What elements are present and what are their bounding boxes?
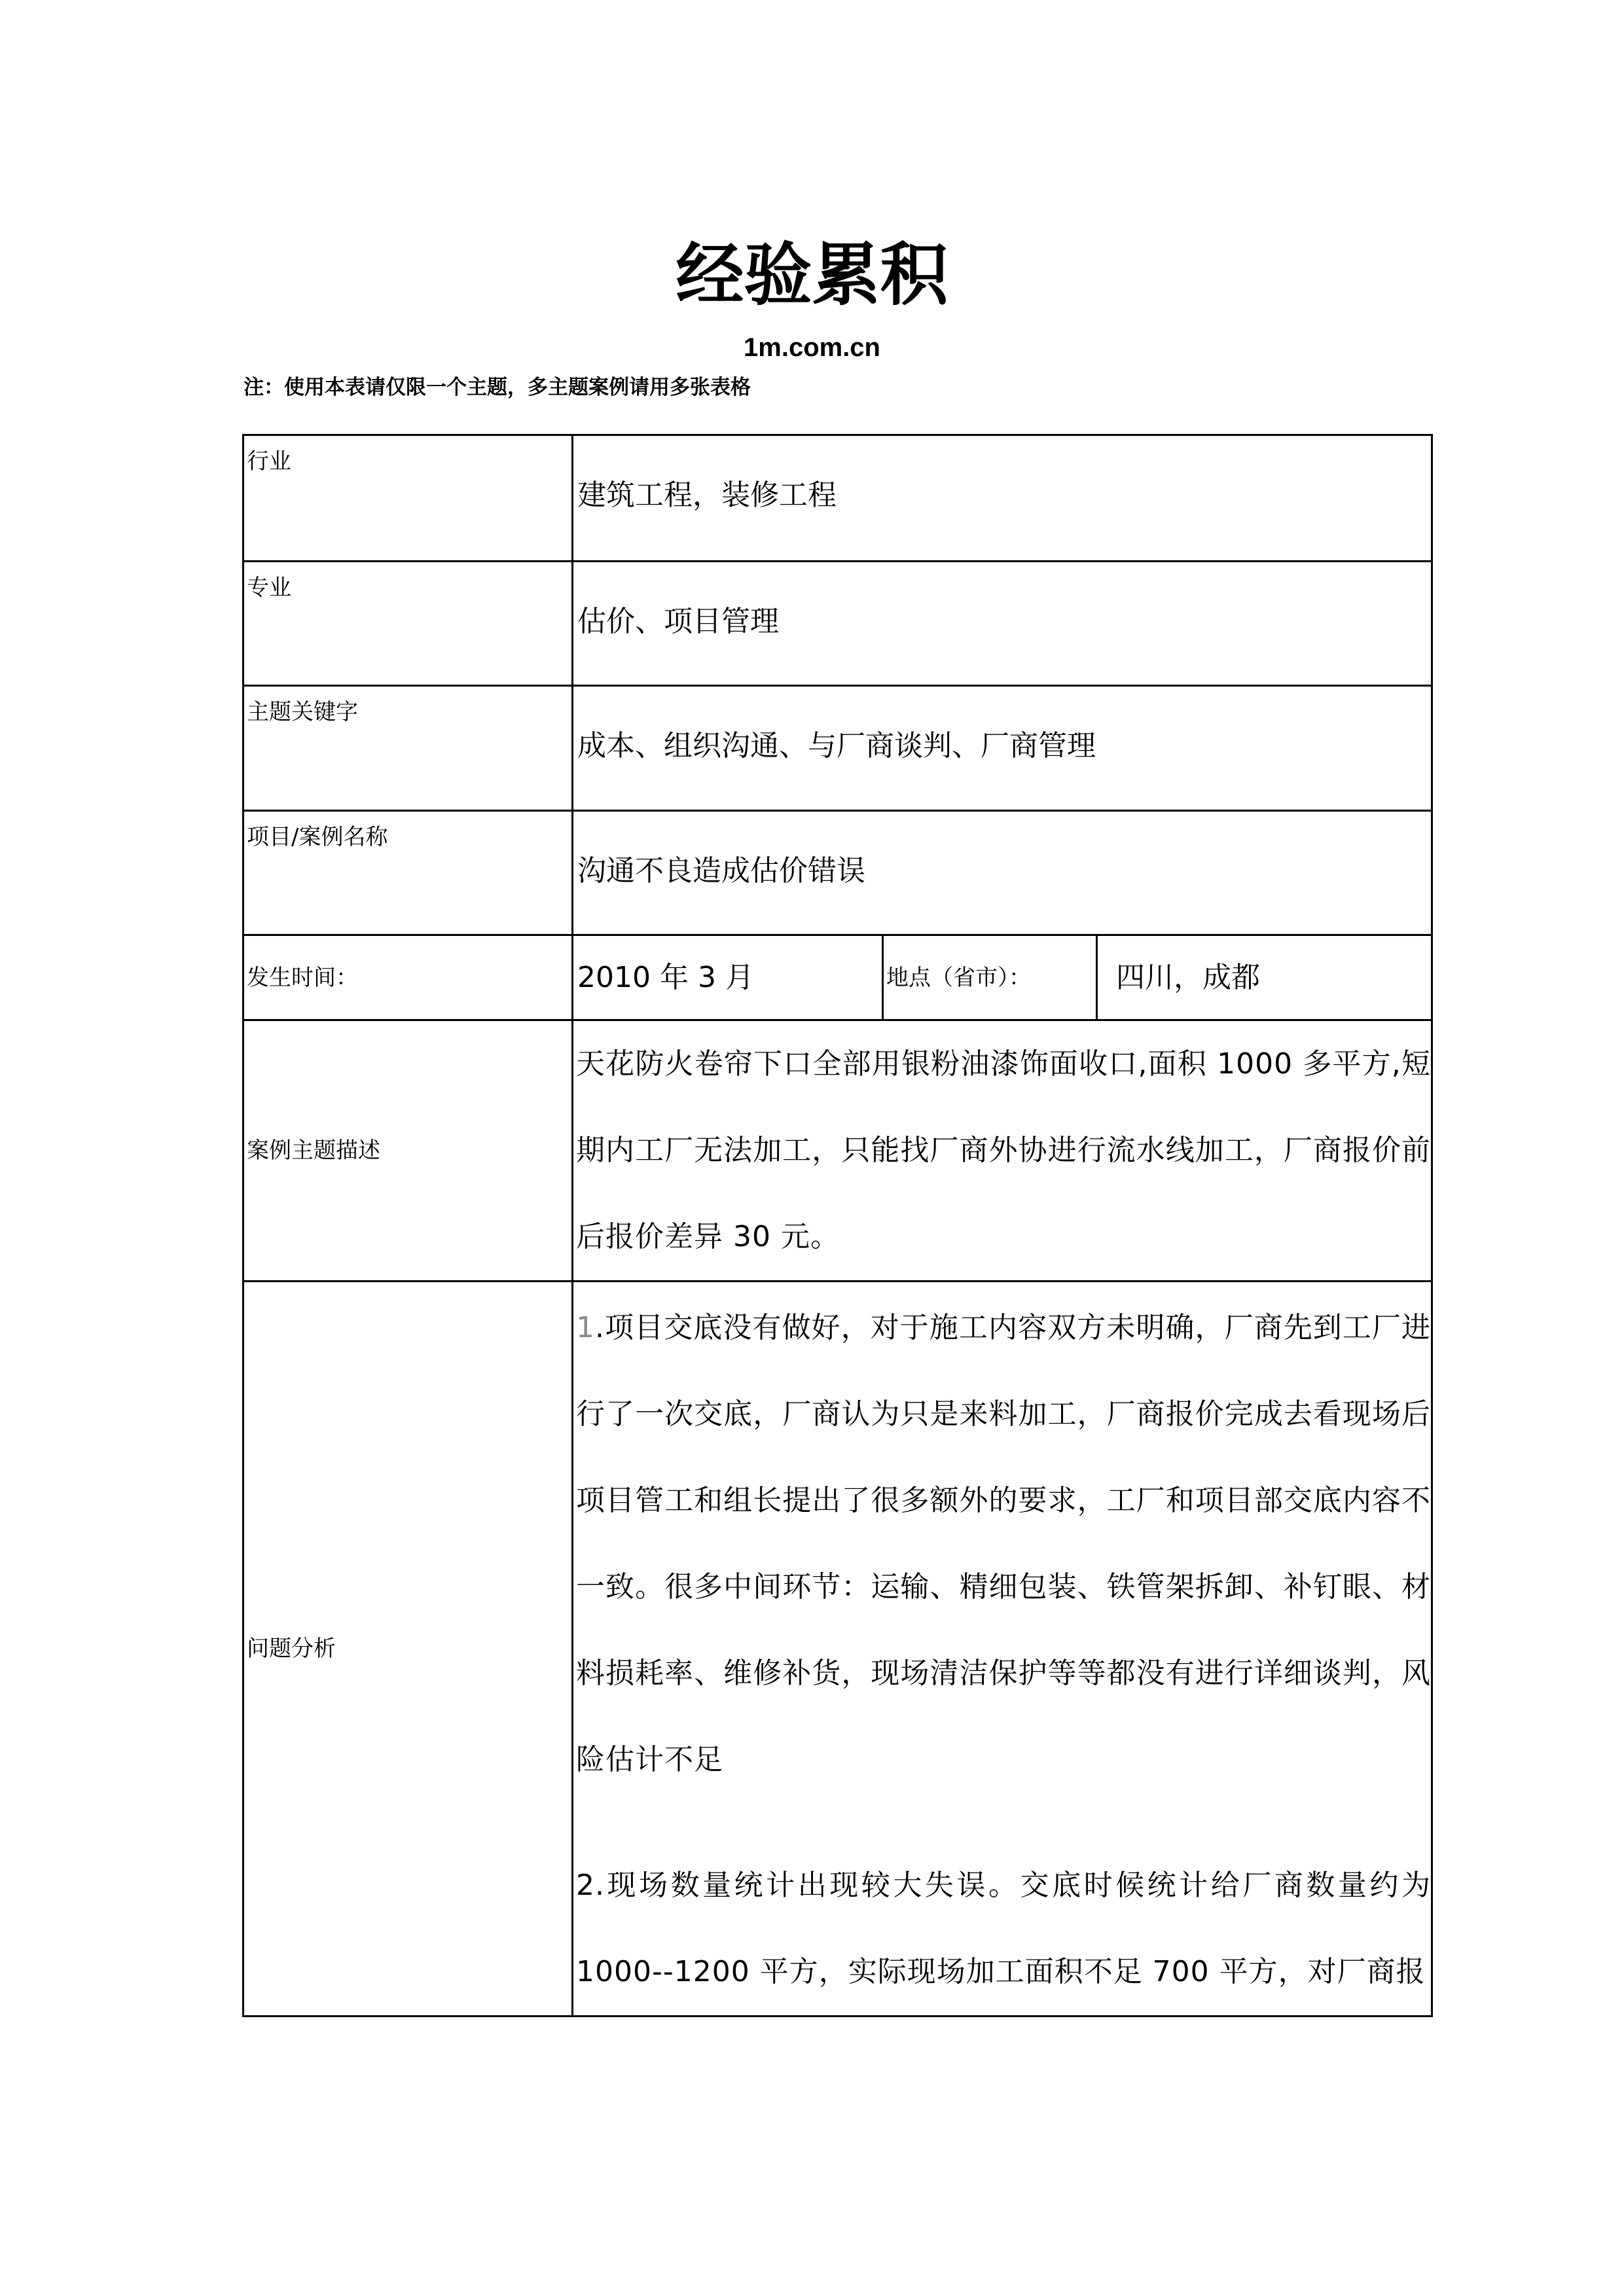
specialty-value: 估价、项目管理 (573, 562, 1432, 686)
specialty-label: 专业 (244, 562, 573, 686)
analysis-paragraph-2: 2.现场数量统计出现较大失误。交底时候统计给厂商数量约为 1000--1200 平方，实际现场加工面积不足 700 平方，对厂商报 (576, 1869, 1431, 1988)
keywords-value: 成本、组织沟通、与厂商谈判、厂商管理 (573, 686, 1432, 811)
paragraph-gap (576, 1803, 1431, 1842)
case-name-value: 沟通不良造成估价错误 (573, 811, 1432, 935)
row-time-location (244, 935, 1432, 1020)
time-value: 2010 年 3 月 (573, 935, 883, 1020)
experience-form-table (242, 434, 1433, 2017)
keywords-label: 主题关键字 (244, 686, 573, 811)
row-specialty (244, 562, 1432, 686)
description-label: 案例主题描述 (244, 1020, 573, 1282)
industry-value: 建筑工程，装修工程 (573, 435, 1432, 562)
row-industry (244, 435, 1432, 562)
site-url: 1m.com.cn (744, 333, 880, 362)
row-case-name (244, 811, 1432, 935)
analysis-paragraph-1 (576, 1285, 1431, 1803)
analysis-value (573, 1282, 1432, 2017)
analysis-p1-number: 1 (576, 1311, 595, 1344)
usage-note: 注：使用本表请仅限一个主题，多主题案例请用多张表格 (244, 376, 751, 399)
row-keywords (244, 686, 1432, 811)
location-label: 地点（省市）： (883, 935, 1097, 1020)
industry-label: 行业 (244, 435, 573, 562)
description-text: 天花防火卷帘下口全部用银粉油漆饰面收口,面积 1000 多平方,短期内工厂无法加工，只能找厂商外协进行流水线加工，厂商报价前后报价差异 30 元。 (576, 1047, 1431, 1253)
description-value (573, 1020, 1432, 1282)
row-analysis (244, 1282, 1432, 2017)
analysis-p1-text: .项目交底没有做好，对于施工内容双方未明确，厂商先到工厂进行了一次交底，厂商认为只是来料加工，厂商报价完成去看现场后项目管工和组长提出了很多额外的要求，工厂和项目部交底内容不一致。很多中间环节：运输、精细包装、铁管架拆卸、补钉眼、材料损耗率、维修补货，现场清洁保护等等都没有进行详细谈判，风险估计不足 (576, 1311, 1431, 1776)
document-title: 经验累积 (676, 234, 948, 315)
row-description (244, 1020, 1432, 1282)
time-label: 发生时间： (244, 935, 573, 1020)
case-name-label: 项目/案例名称 (244, 811, 573, 935)
location-value: 四川，成都 (1097, 935, 1432, 1020)
analysis-label: 问题分析 (244, 1282, 573, 2017)
